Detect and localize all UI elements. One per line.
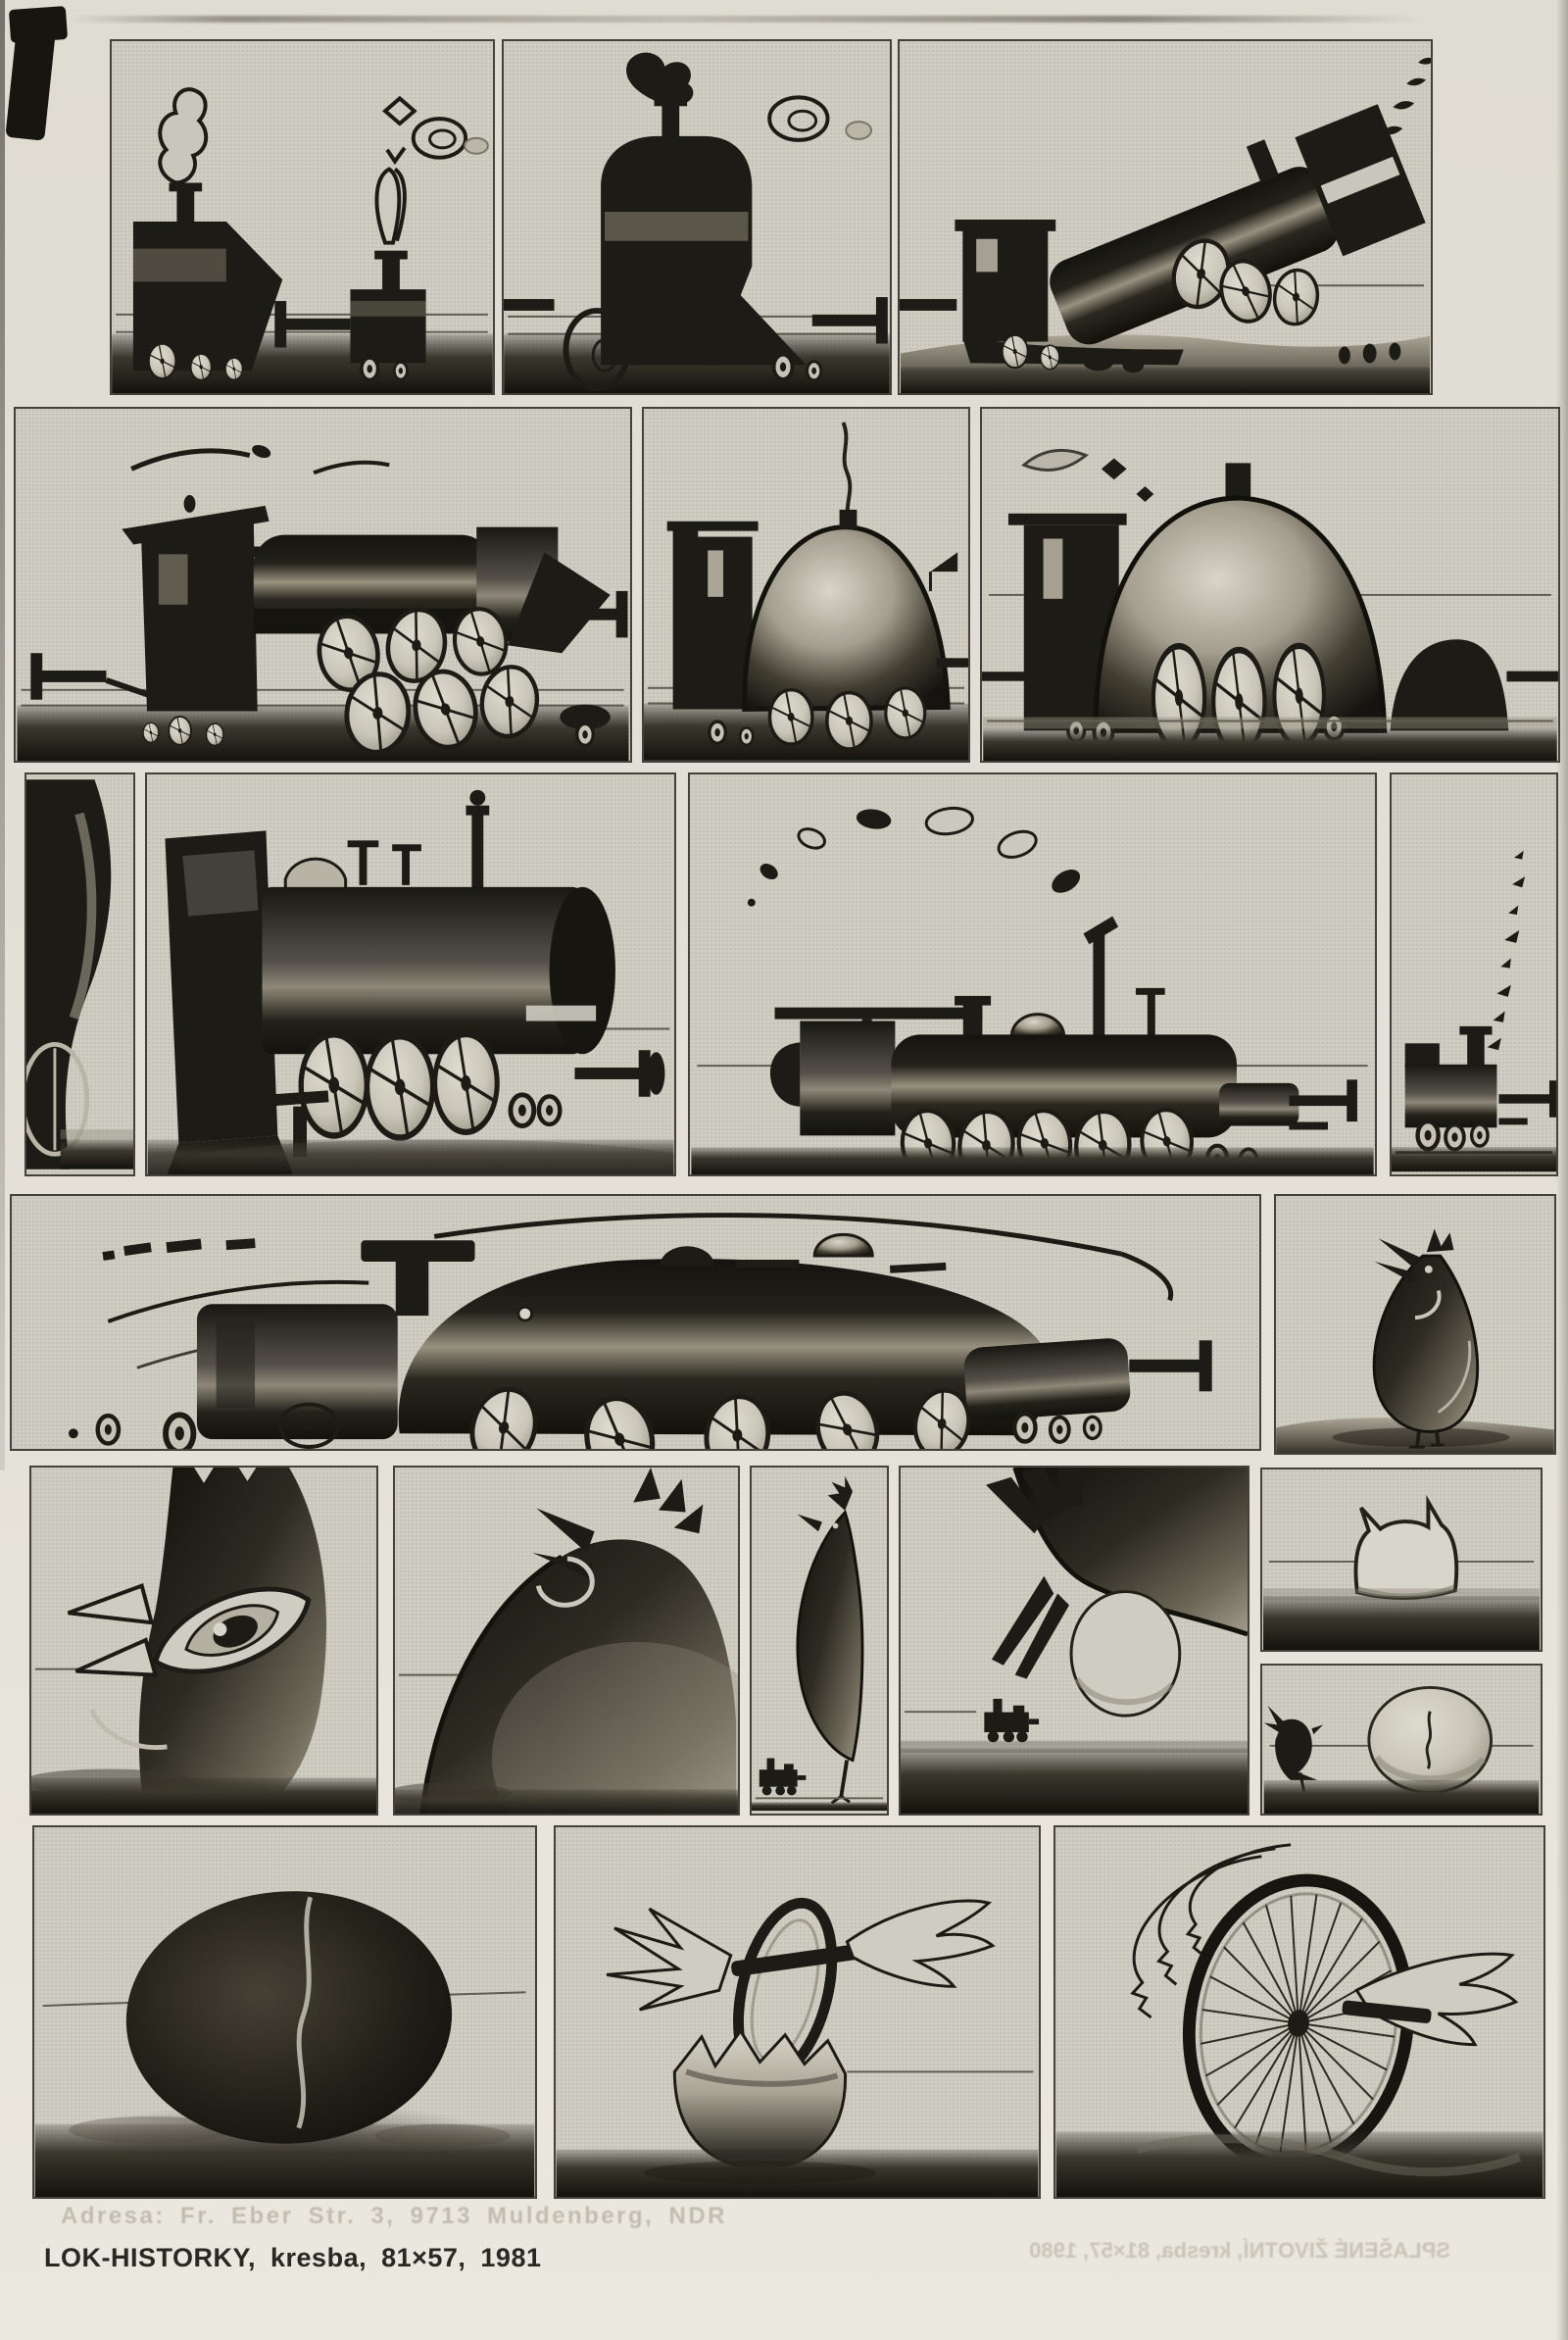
panel-locomotive-smoke-trail xyxy=(688,772,1377,1176)
panel-winged-wheel-hatching xyxy=(554,1825,1041,2199)
rooster-drawing xyxy=(752,1468,887,1814)
six-wheel-locomotive-drawing xyxy=(16,409,630,761)
panel-rooster-tiny-locomotive xyxy=(750,1466,889,1816)
panel-locomotive-speeding xyxy=(10,1194,1261,1451)
panel-two-locomotives-meeting xyxy=(110,39,495,395)
egg-rooster-drawing xyxy=(1262,1666,1541,1814)
panel-locomotive-shiny-dome xyxy=(642,407,970,763)
speeding-locomotive-drawing xyxy=(12,1196,1259,1449)
scan-edge-shadow-left xyxy=(0,0,5,1470)
bleed-through-text-left: Adresa: Fr. Eber Str. 3, 9713 Muldenberg, NDR xyxy=(61,2203,727,2229)
panel-bird-pecking xyxy=(899,1466,1250,1816)
bleed-through-text-right-mirrored: SPLAŠENÉ ŽIVOTNÍ, kresba, 81×57, 1980 xyxy=(1029,2238,1450,2263)
two-locomotives-drawing xyxy=(112,41,493,393)
panel-bird-standing xyxy=(1274,1194,1556,1455)
pecking-bird-drawing xyxy=(901,1468,1248,1814)
scan-streak xyxy=(69,16,1421,23)
standing-bird-drawing xyxy=(1276,1196,1554,1453)
dashed-smoke-locomotive-drawing xyxy=(1392,774,1556,1174)
black-smoke-locomotive-drawing xyxy=(504,41,890,393)
panel-bird-head xyxy=(29,1466,378,1816)
giant-dome-locomotive-drawing xyxy=(982,409,1558,761)
flying-winged-wheel-drawing xyxy=(1055,1827,1544,2197)
locomotive-fragment-drawing xyxy=(26,774,133,1174)
hatching-winged-wheel-drawing xyxy=(556,1827,1039,2197)
panel-locomotive-rearing xyxy=(898,39,1433,395)
panel-locomotive-rear-view xyxy=(145,772,676,1176)
bird-head-drawing xyxy=(31,1468,376,1814)
artwork-caption: LOK-HISTORKY, kresba, 81×57, 1981 xyxy=(44,2243,542,2272)
dark-egg-drawing xyxy=(34,1827,535,2197)
panel-locomotive-fragment xyxy=(24,772,135,1176)
panel-locomotive-dashed-smoke xyxy=(1390,772,1558,1176)
panel-dark-egg xyxy=(32,1825,537,2199)
panel-crown-shell xyxy=(1260,1468,1543,1652)
panel-locomotive-six-wheels xyxy=(14,407,632,763)
smoke-trail-locomotive-drawing xyxy=(690,774,1375,1174)
crown-shell-drawing xyxy=(1262,1469,1541,1650)
panel-winged-wheel-flying xyxy=(1054,1825,1545,2199)
panel-egg-with-rooster xyxy=(1260,1664,1543,1816)
panel-locomotive-black-smoke xyxy=(502,39,892,395)
rearing-locomotive-drawing xyxy=(900,41,1431,393)
panel-bird-back xyxy=(393,1466,740,1816)
rear-view-locomotive-drawing xyxy=(147,774,674,1174)
panel-locomotive-giant-dome xyxy=(980,407,1560,763)
bird-back-drawing xyxy=(395,1468,738,1814)
shiny-dome-locomotive-drawing xyxy=(644,409,968,761)
